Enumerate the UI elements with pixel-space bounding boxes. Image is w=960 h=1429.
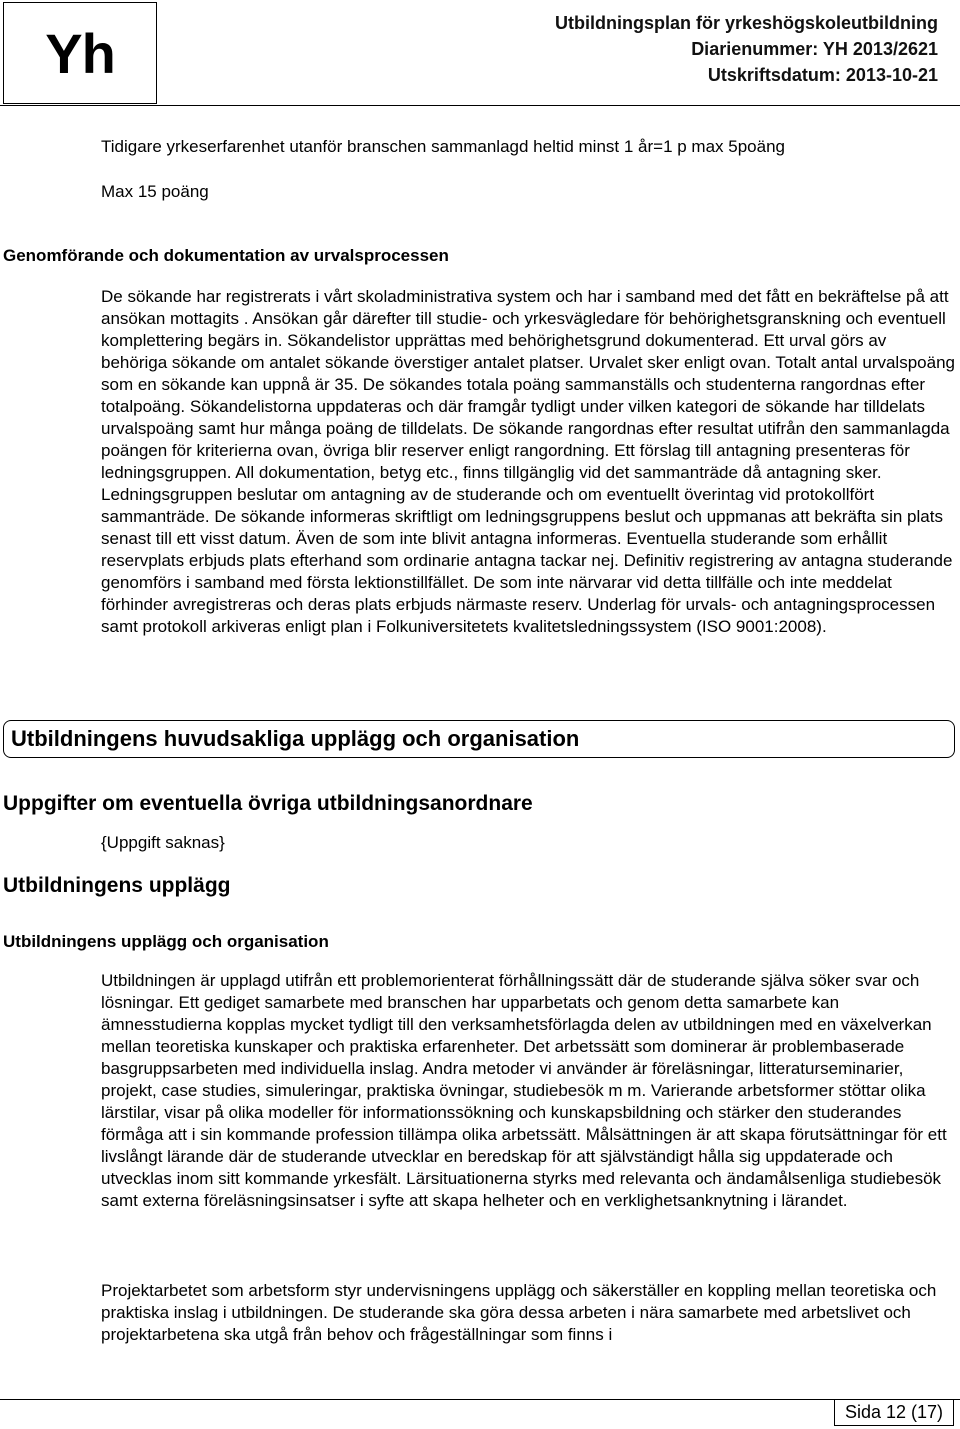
experience-criterion: Tidigare yrkeserfarenhet utanför branschen sammanlagd heltid minst 1 år=1 p max 5poäng <box>101 137 786 156</box>
document-header <box>555 10 938 88</box>
footer-divider <box>0 1399 960 1400</box>
max-points: Max 15 poäng <box>101 182 209 201</box>
section-header-box <box>3 720 955 758</box>
uppgift-saknas: {Uppgift saknas} <box>101 833 225 852</box>
print-date: Utskriftsdatum: 2013-10-21 <box>707 65 938 85</box>
heading-genomforande: Genomförande och dokumentation av urvalsprocessen <box>3 246 449 265</box>
logo-text: Yh <box>45 21 115 85</box>
header-divider <box>0 105 960 106</box>
document-title: Utbildningsplan för yrkeshögskoleutbildning <box>554 13 938 33</box>
page-number-box <box>834 1399 954 1426</box>
upplagg-paragraph: Utbildningen är upplagd utifrån ett problemorienterat förhållningssätt där de studerande själva söker svar och lösningar. Ett gediget samarbete med branschen har upparbetats och genom detta samarbete kan ämnesstudierna kopplas mycket tydligt till den verksamhetsförlagda delen av utbildningen med en växelverkan mellan teoretiska kunskaper och praktiska erfarenheter. Det arbetssätt som dominerar är problembaserade basgruppsarbeten med individuella inslag. Andra metoder vi använder är föreläsningar, litteraturseminarier, projekt, case studies, simuleringar, praktiska övningar, studiebesök m m. Varierande arbetsformer stöttar olika lärstilar, visar på olika modeller för informationssökning och kunskapsbildning och stärker den studerandes förmåga att i sin kommande profession tillämpa olika arbetssätt. Målsättningen är att skapa förutsättningar för ett livslångt lärande där de studerande utvecklar en beredskap för att självständigt hålla sig uppdaterade och utvecklas inom sitt kommande yrkesfält. Lärsituationerna styrks med relevanta och ändamålsenliga studiebesök samt externa föreläsningsinsatser i syfte att skapa helheter och en verklighetsanknytning i lärandet. <box>101 971 947 1210</box>
urval-paragraph: De sökande har registrerats i vårt skoladministrativa system och har i samband med det fått en bekräftelse på att ansökan mottagits . Ansökan går därefter till studie- och yrkesvägledare för behörighetsgranskning och eventuell komplettering begärs in. Sökandelistor upprättas med behörighetsgrund dokumenterad. Ett urval görs av behöriga sökande om antalet sökande överstiger antalet platser. Urvalet sker enligt ovan. Totalt antal urvalspoäng som en sökande kan uppnå är 35. De sökandes totala poäng sammanställs och studenterna rangordnas efter totalpoäng. Sökandelistorna uppdateras och där framgår tydligt under vilken kategori de sökande har tilldelats urvalspoäng samt hur många poäng de tilldelats. De sökande rangordnas efter resultat utifrån den sammanlagda poängen för kriterierna ovan, övriga blir reserver enligt rangordning. Ett förslag till antagning presenteras för ledningsgruppen. All dokumentation, betyg etc., finns tillgänglig vid det sammanträde då antagning sker. Ledningsgruppen beslutar om antagning av de studerande och om eventuellt överintag vid protokollfört sammanträde. De sökande informeras skriftligt om ledningsgruppens beslut och uppmanas att bekräfta sin plats senast till ett visst datum. Även de som inte blivit antagna informeras. Eventuella studerande som erhållit reservplats erbjuds plats efterhand som ordinarie antagna tackar nej. Definitiv registrering av antagna studerande genomförs i samband med första lektionstillfället. De som inte närvarar vid detta tillfälle och inte meddelat förhinder avregistreras och deras plats erbjuds närmaste reserv. Underlag för urvals- och antagningsprocessen samt protokoll arkiveras enligt plan i Folkuniversitetets kvalitetsledningssystem (ISO 9001:2008). <box>101 287 955 636</box>
heading-uppgifter: Uppgifter om eventuella övriga utbildningsanordnare <box>3 792 533 815</box>
projekt-paragraph: Projektarbetet som arbetsform styr undervisningens upplägg och säkerställer en koppling mellan teoretiska och praktiska inslag i utbildningen. De studerande ska göra dessa arbeten i nära samarbete med arbetslivet och projektarbetena ska utgå från behov och frågeställningar som finns i <box>101 1281 937 1344</box>
heading-upplagg: Utbildningens upplägg <box>3 874 231 897</box>
heading-upplagg-org: Utbildningens upplägg och organisation <box>3 932 329 951</box>
yh-logo <box>3 2 157 104</box>
section-title: Utbildningens huvudsakliga upplägg och organisation <box>11 726 580 751</box>
page-number: Sida 12 (17) <box>844 1401 943 1422</box>
diarienummer: Diarienummer: YH 2013/2621 <box>691 39 938 59</box>
